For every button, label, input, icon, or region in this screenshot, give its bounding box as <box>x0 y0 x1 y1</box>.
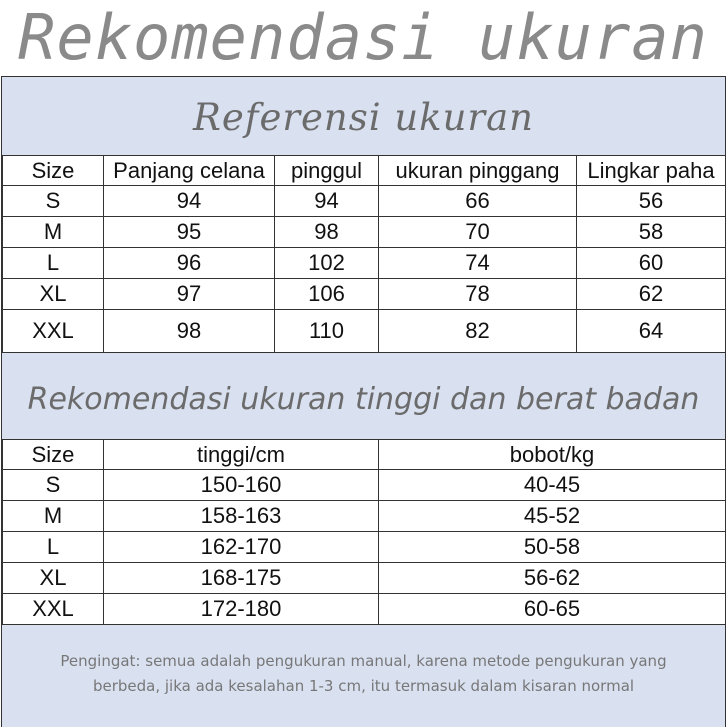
table-cell: 96 <box>104 248 275 279</box>
table-cell: 66 <box>379 186 577 217</box>
table-cell: 58 <box>577 217 726 248</box>
table-row <box>3 248 726 279</box>
table-cell: 56 <box>577 186 726 217</box>
table-cell: S <box>3 186 104 217</box>
table-cell: 70 <box>379 217 577 248</box>
column-header: Panjang celana <box>104 156 275 186</box>
table-cell: S <box>3 470 104 501</box>
page-title: Rekomendasi ukuran <box>18 1 708 74</box>
table-row <box>3 594 726 625</box>
measurement-note <box>22 649 705 699</box>
table-cell: 60 <box>577 248 726 279</box>
table-header-row <box>3 440 726 470</box>
column-header: tinggi/cm <box>104 440 379 470</box>
table-cell: 97 <box>104 279 275 310</box>
table-cell: 98 <box>104 310 275 353</box>
column-header: Size <box>3 440 104 470</box>
table-cell: 110 <box>275 310 379 353</box>
table-row <box>3 532 726 563</box>
table-cell: M <box>3 217 104 248</box>
note-line: berbeda, jika ada kesalahan 1-3 cm, itu termasuk dalam kisaran normal <box>92 677 635 695</box>
table-cell: XXL <box>3 310 104 353</box>
table-cell: 45-52 <box>379 501 726 532</box>
column-header: pinggul <box>275 156 379 186</box>
table-cell: 172-180 <box>104 594 379 625</box>
table-cell: 102 <box>275 248 379 279</box>
size-chart-sheet <box>1 76 726 727</box>
table-cell: 62 <box>577 279 726 310</box>
table-cell: 158-163 <box>104 501 379 532</box>
table-cell: 94 <box>275 186 379 217</box>
table-cell: 64 <box>577 310 726 353</box>
table-cell: L <box>3 248 104 279</box>
table-row <box>3 470 726 501</box>
table-row <box>3 186 726 217</box>
table-cell: 78 <box>379 279 577 310</box>
column-header: bobot/kg <box>379 440 726 470</box>
height-weight-table <box>2 439 726 625</box>
table-cell: 94 <box>104 186 275 217</box>
table-cell: 56-62 <box>379 563 726 594</box>
table-cell: 40-45 <box>379 470 726 501</box>
table-row <box>3 279 726 310</box>
table-row <box>3 563 726 594</box>
table-cell: 95 <box>104 217 275 248</box>
table-cell: XL <box>3 279 104 310</box>
table-cell: XXL <box>3 594 104 625</box>
table-cell: L <box>3 532 104 563</box>
table-cell: 50-58 <box>379 532 726 563</box>
note-line: Pengingat: semua adalah pengukuran manual, karena metode pengukuran yang <box>60 652 667 670</box>
column-header: Lingkar paha <box>577 156 726 186</box>
table-cell: M <box>3 501 104 532</box>
table-cell: 82 <box>379 310 577 353</box>
height-weight-title: Rekomendasi ukuran tinggi dan berat badan <box>27 382 700 417</box>
table-cell: 74 <box>379 248 577 279</box>
table-cell: 98 <box>275 217 379 248</box>
table-row <box>3 501 726 532</box>
size-reference-table <box>2 155 726 353</box>
column-header: ukuran pinggang <box>379 156 577 186</box>
table-cell: 60-65 <box>379 594 726 625</box>
table-cell: XL <box>3 563 104 594</box>
table-row <box>3 217 726 248</box>
table-header-row <box>3 156 726 186</box>
table-cell: 162-170 <box>104 532 379 563</box>
size-reference-title: Referensi ukuran <box>193 96 534 139</box>
column-header: Size <box>3 156 104 186</box>
table-cell: 106 <box>275 279 379 310</box>
table-row <box>3 310 726 353</box>
table-cell: 150-160 <box>104 470 379 501</box>
table-cell: 168-175 <box>104 563 379 594</box>
